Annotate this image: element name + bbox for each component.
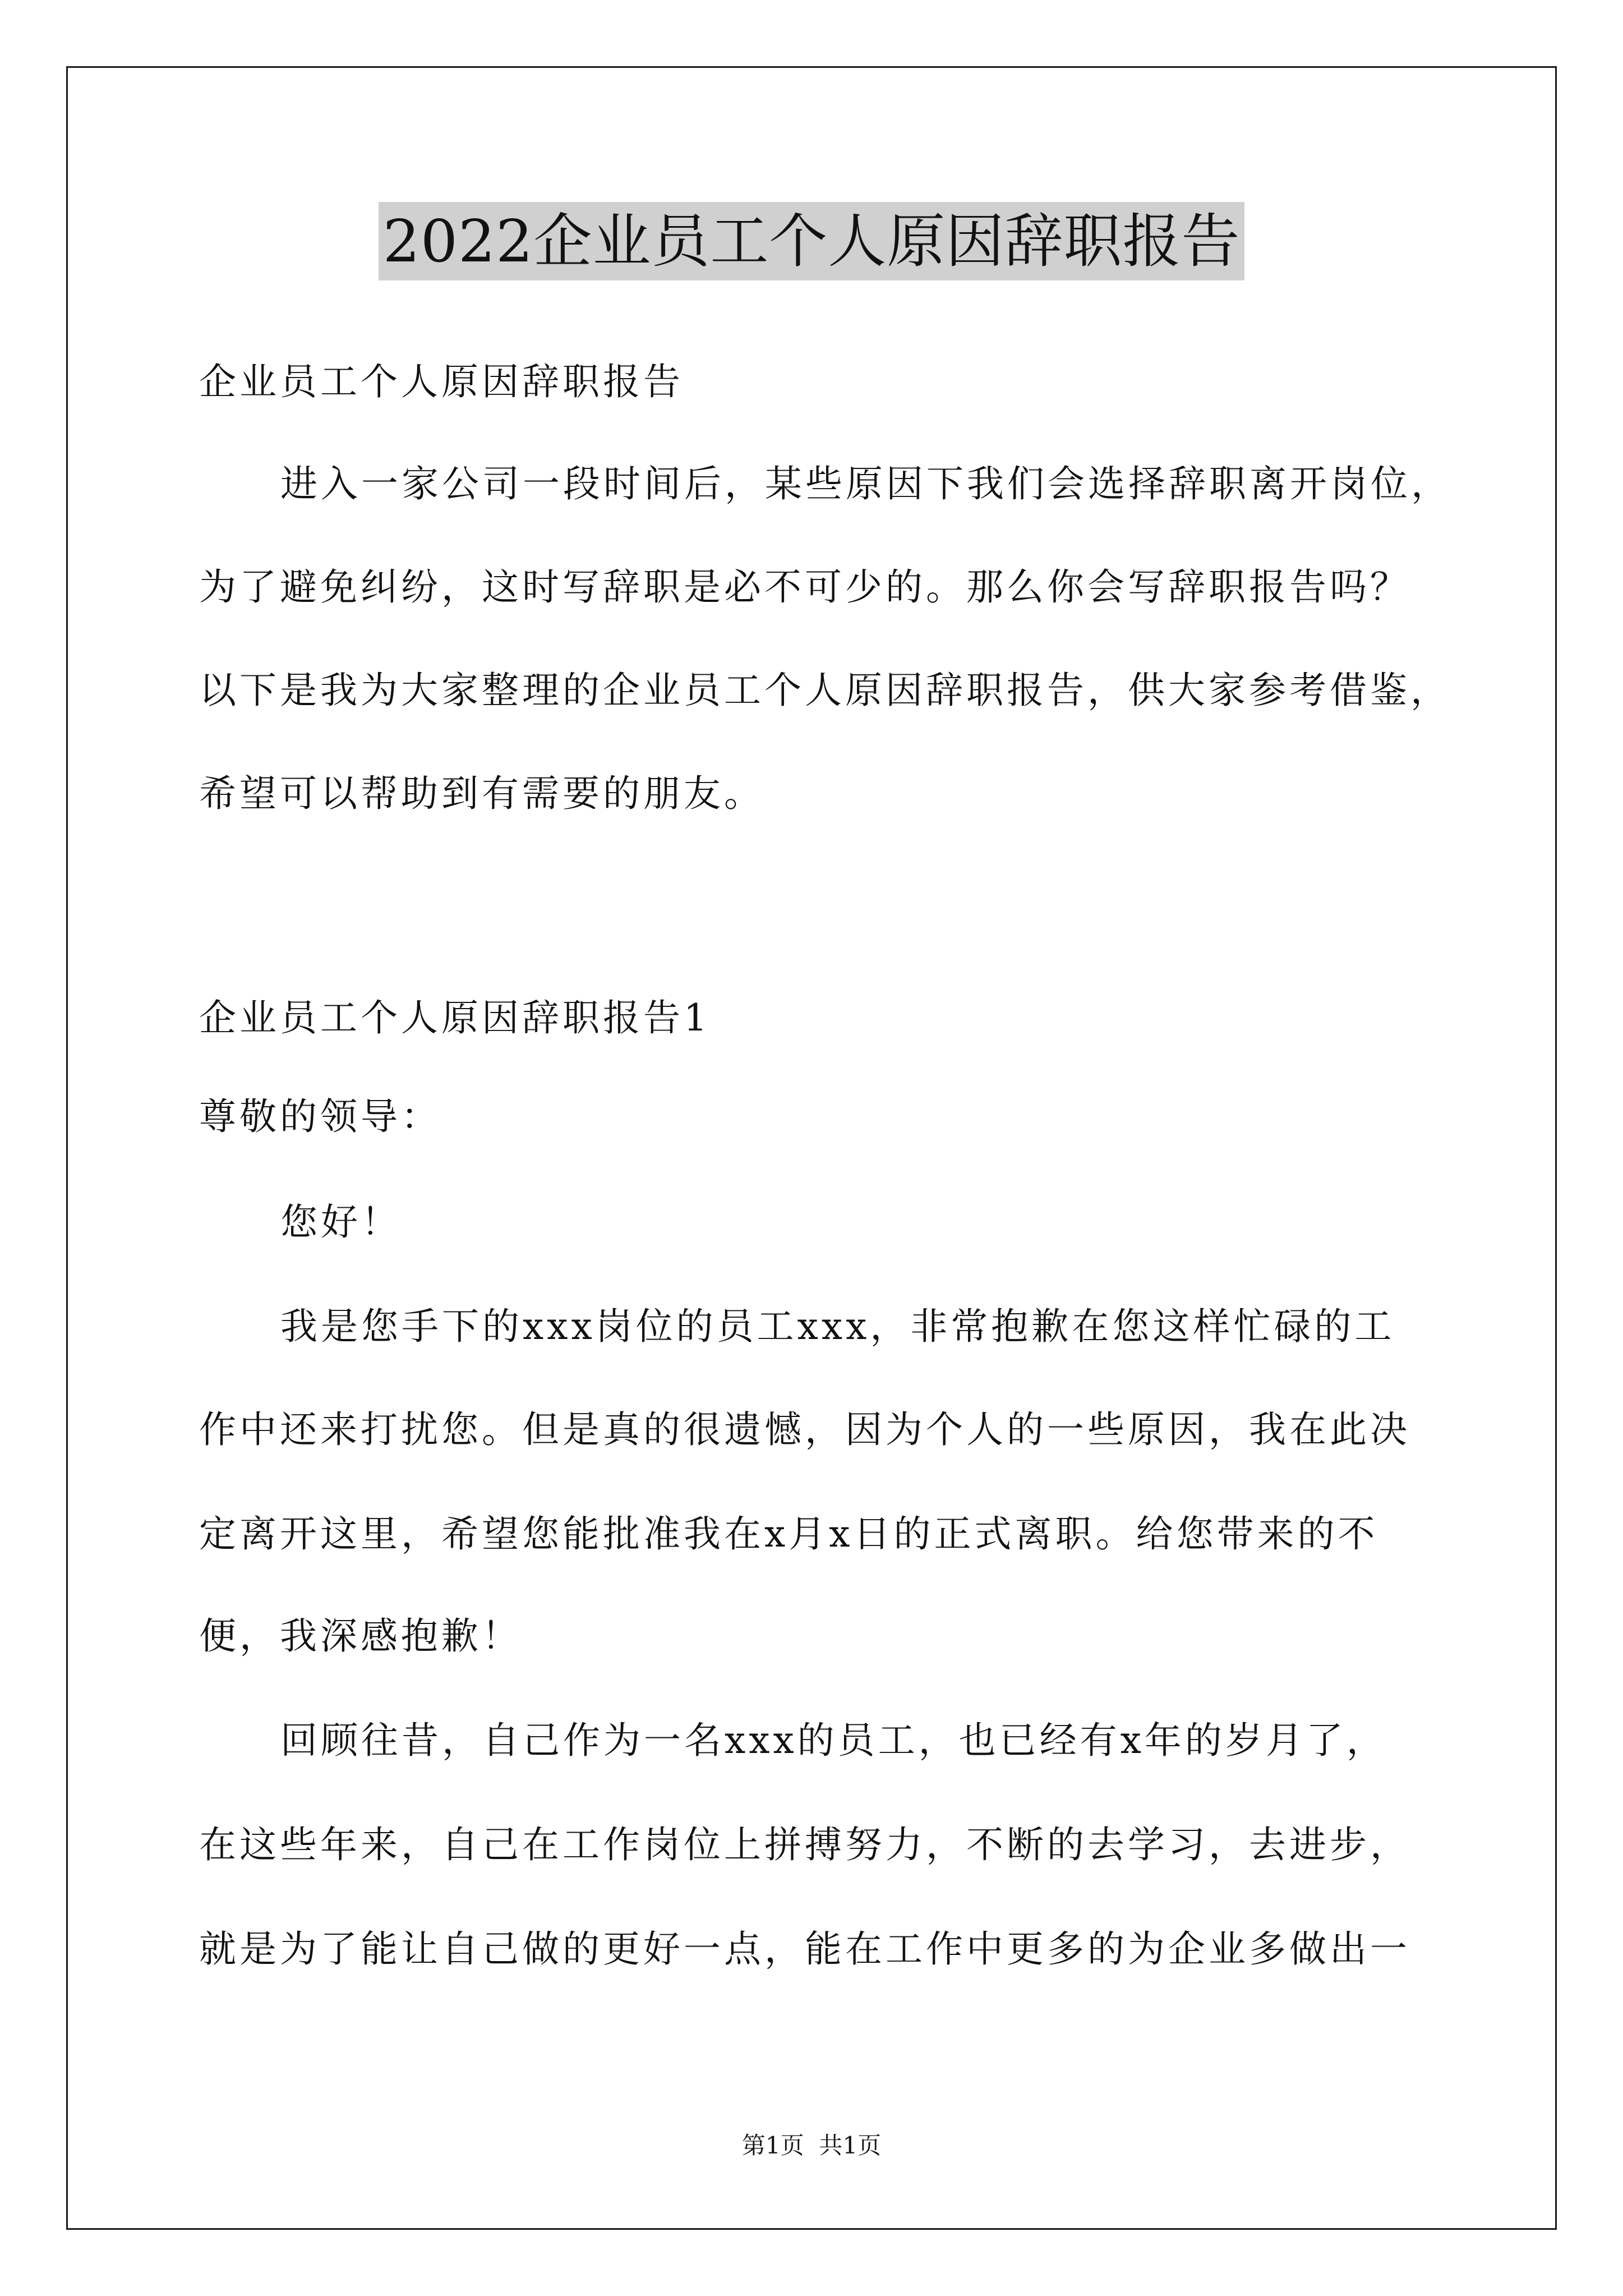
intro-line-3: 以下是我为大家整理的企业员工个人原因辞职报告，供大家参考借鉴，: [199, 669, 1451, 712]
intro-line-2: 为了避免纠纷，这时写辞职是必不可少的。那么你会写辞职报告吗？: [199, 565, 1410, 609]
page-footer: 第1页 共1页: [741, 2132, 882, 2159]
body-line-7: 就是为了能让自己做的更好一点，能在工作中更多的为企业多做出一: [199, 1927, 1410, 1971]
body-line-1: 我是您手下的xxx岗位的员工xxx，非常抱歉在您这样忙碌的工: [280, 1305, 1395, 1348]
body-line-6: 在这些年来，自己在工作岗位上拼搏努力，不断的去学习，去进步，: [199, 1823, 1410, 1866]
subtitle-line: 企业员工个人原因辞职报告: [199, 360, 684, 403]
document-title: 2022企业员工个人原因辞职报告: [379, 202, 1245, 280]
title-wrapper: [0, 202, 1623, 280]
body-line-4: 便，我深感抱歉！: [199, 1614, 522, 1658]
greeting: 您好！: [280, 1200, 402, 1244]
body-line-3: 定离开这里，希望您能批准我在x月x日的正式离职。给您带来的不: [199, 1512, 1378, 1556]
salutation: 尊敬的领导：: [199, 1095, 441, 1138]
body-line-2: 作中还来打扰您。但是真的很遗憾，因为个人的一些原因，我在此决: [199, 1408, 1410, 1451]
section-heading: 企业员工个人原因辞职报告1: [199, 996, 711, 1039]
intro-line-4: 希望可以帮助到有需要的朋友。: [199, 772, 764, 815]
body-line-5: 回顾往昔，自己作为一名xxx的员工，也已经有x年的岁月了，: [280, 1719, 1387, 1762]
intro-line-1: 进入一家公司一段时间后，某些原因下我们会选择辞职离开岗位，: [280, 462, 1451, 505]
